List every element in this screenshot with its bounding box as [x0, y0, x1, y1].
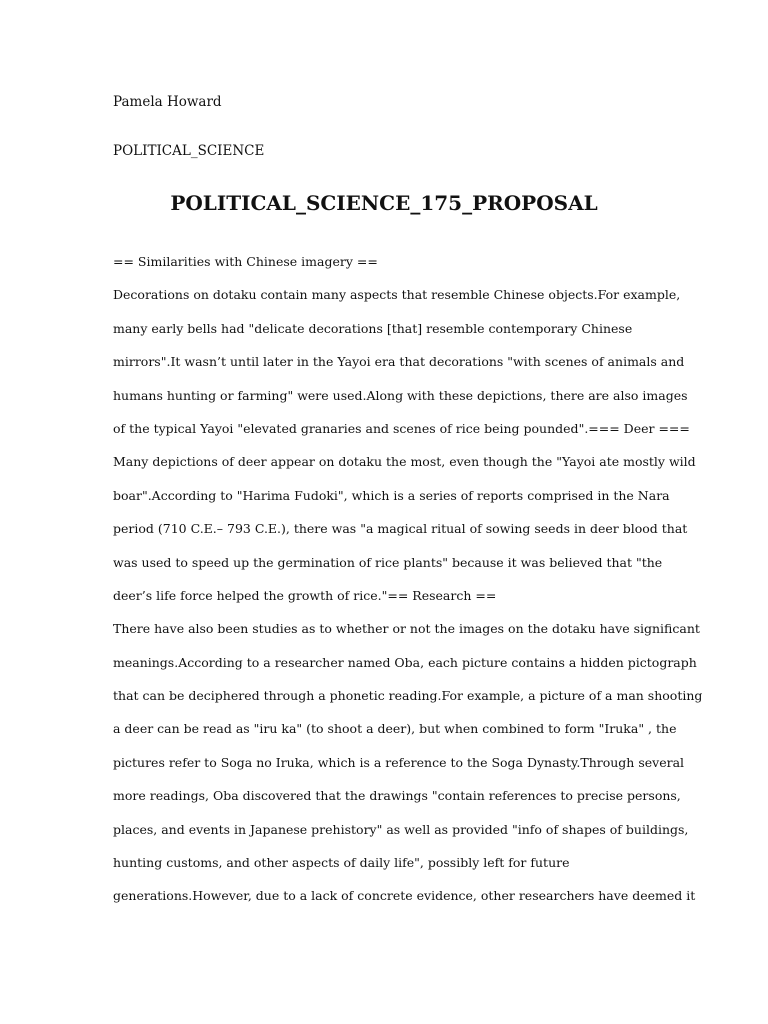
body-line: meanings.According to a researcher named Oba, each picture contains a hidden pictograph: [113, 654, 697, 670]
body-line: hunting customs, and other aspects of daily life", possibly left for future: [113, 855, 570, 871]
body-line: Decorations on dotaku contain many aspects that resemble Chinese objects.For example,: [113, 287, 681, 303]
body-text: [113, 252, 703, 920]
body-line: of the typical Yayoi "elevated granaries and scenes of rice being pounded".=== Deer ===: [113, 420, 690, 436]
author-name: Pamela Howard: [113, 94, 222, 110]
body-line: that can be deciphered through a phonetic reading.For example, a picture of a man shooting: [113, 688, 703, 704]
body-line: many early bells had "delicate decorations [that] resemble contemporary Chinese: [113, 320, 633, 336]
section-heading-similarities: == Similarities with Chinese imagery ==: [113, 254, 378, 269]
body-line: mirrors".It wasn’t until later in the Yayoi era that decorations "with scenes of animals and: [113, 354, 685, 370]
body-line: There have also been studies as to whether or not the images on the dotaku have significant: [113, 621, 700, 637]
body-line: Many depictions of deer appear on dotaku the most, even though the "Yayoi ate mostly wild: [113, 454, 696, 470]
body-line: a deer can be read as "iru ka" (to shoot a deer), but when combined to form "Iruka" , the: [113, 721, 677, 737]
course-name: POLITICAL_SCIENCE: [113, 143, 265, 159]
body-line: deer’s life force helped the growth of rice."== Research ==: [113, 587, 497, 603]
body-line: boar".According to "Harima Fudoki", which is a series of reports comprised in the Nara: [113, 487, 670, 503]
body-line: humans hunting or farming" were used.Along with these depictions, there are also images: [113, 387, 688, 403]
body-line: generations.However, due to a lack of concrete evidence, other researchers have deemed it: [113, 888, 696, 904]
body-line: was used to speed up the germination of rice plants" because it was believed that "the: [113, 554, 663, 570]
body-line: more readings, Oba discovered that the drawings "contain references to precise persons,: [113, 788, 681, 804]
body-line: period (710 C.E.– 793 C.E.), there was "a magical ritual of sowing seeds in deer blood that: [113, 521, 688, 537]
body-line: pictures refer to Soga no Iruka, which is a reference to the Soga Dynasty.Through several: [113, 754, 685, 770]
body-line: places, and events in Japanese prehistory" as well as provided "info of shapes of buildings,: [113, 821, 689, 837]
document-title: POLITICAL_SCIENCE_175_PROPOSAL: [170, 191, 598, 215]
